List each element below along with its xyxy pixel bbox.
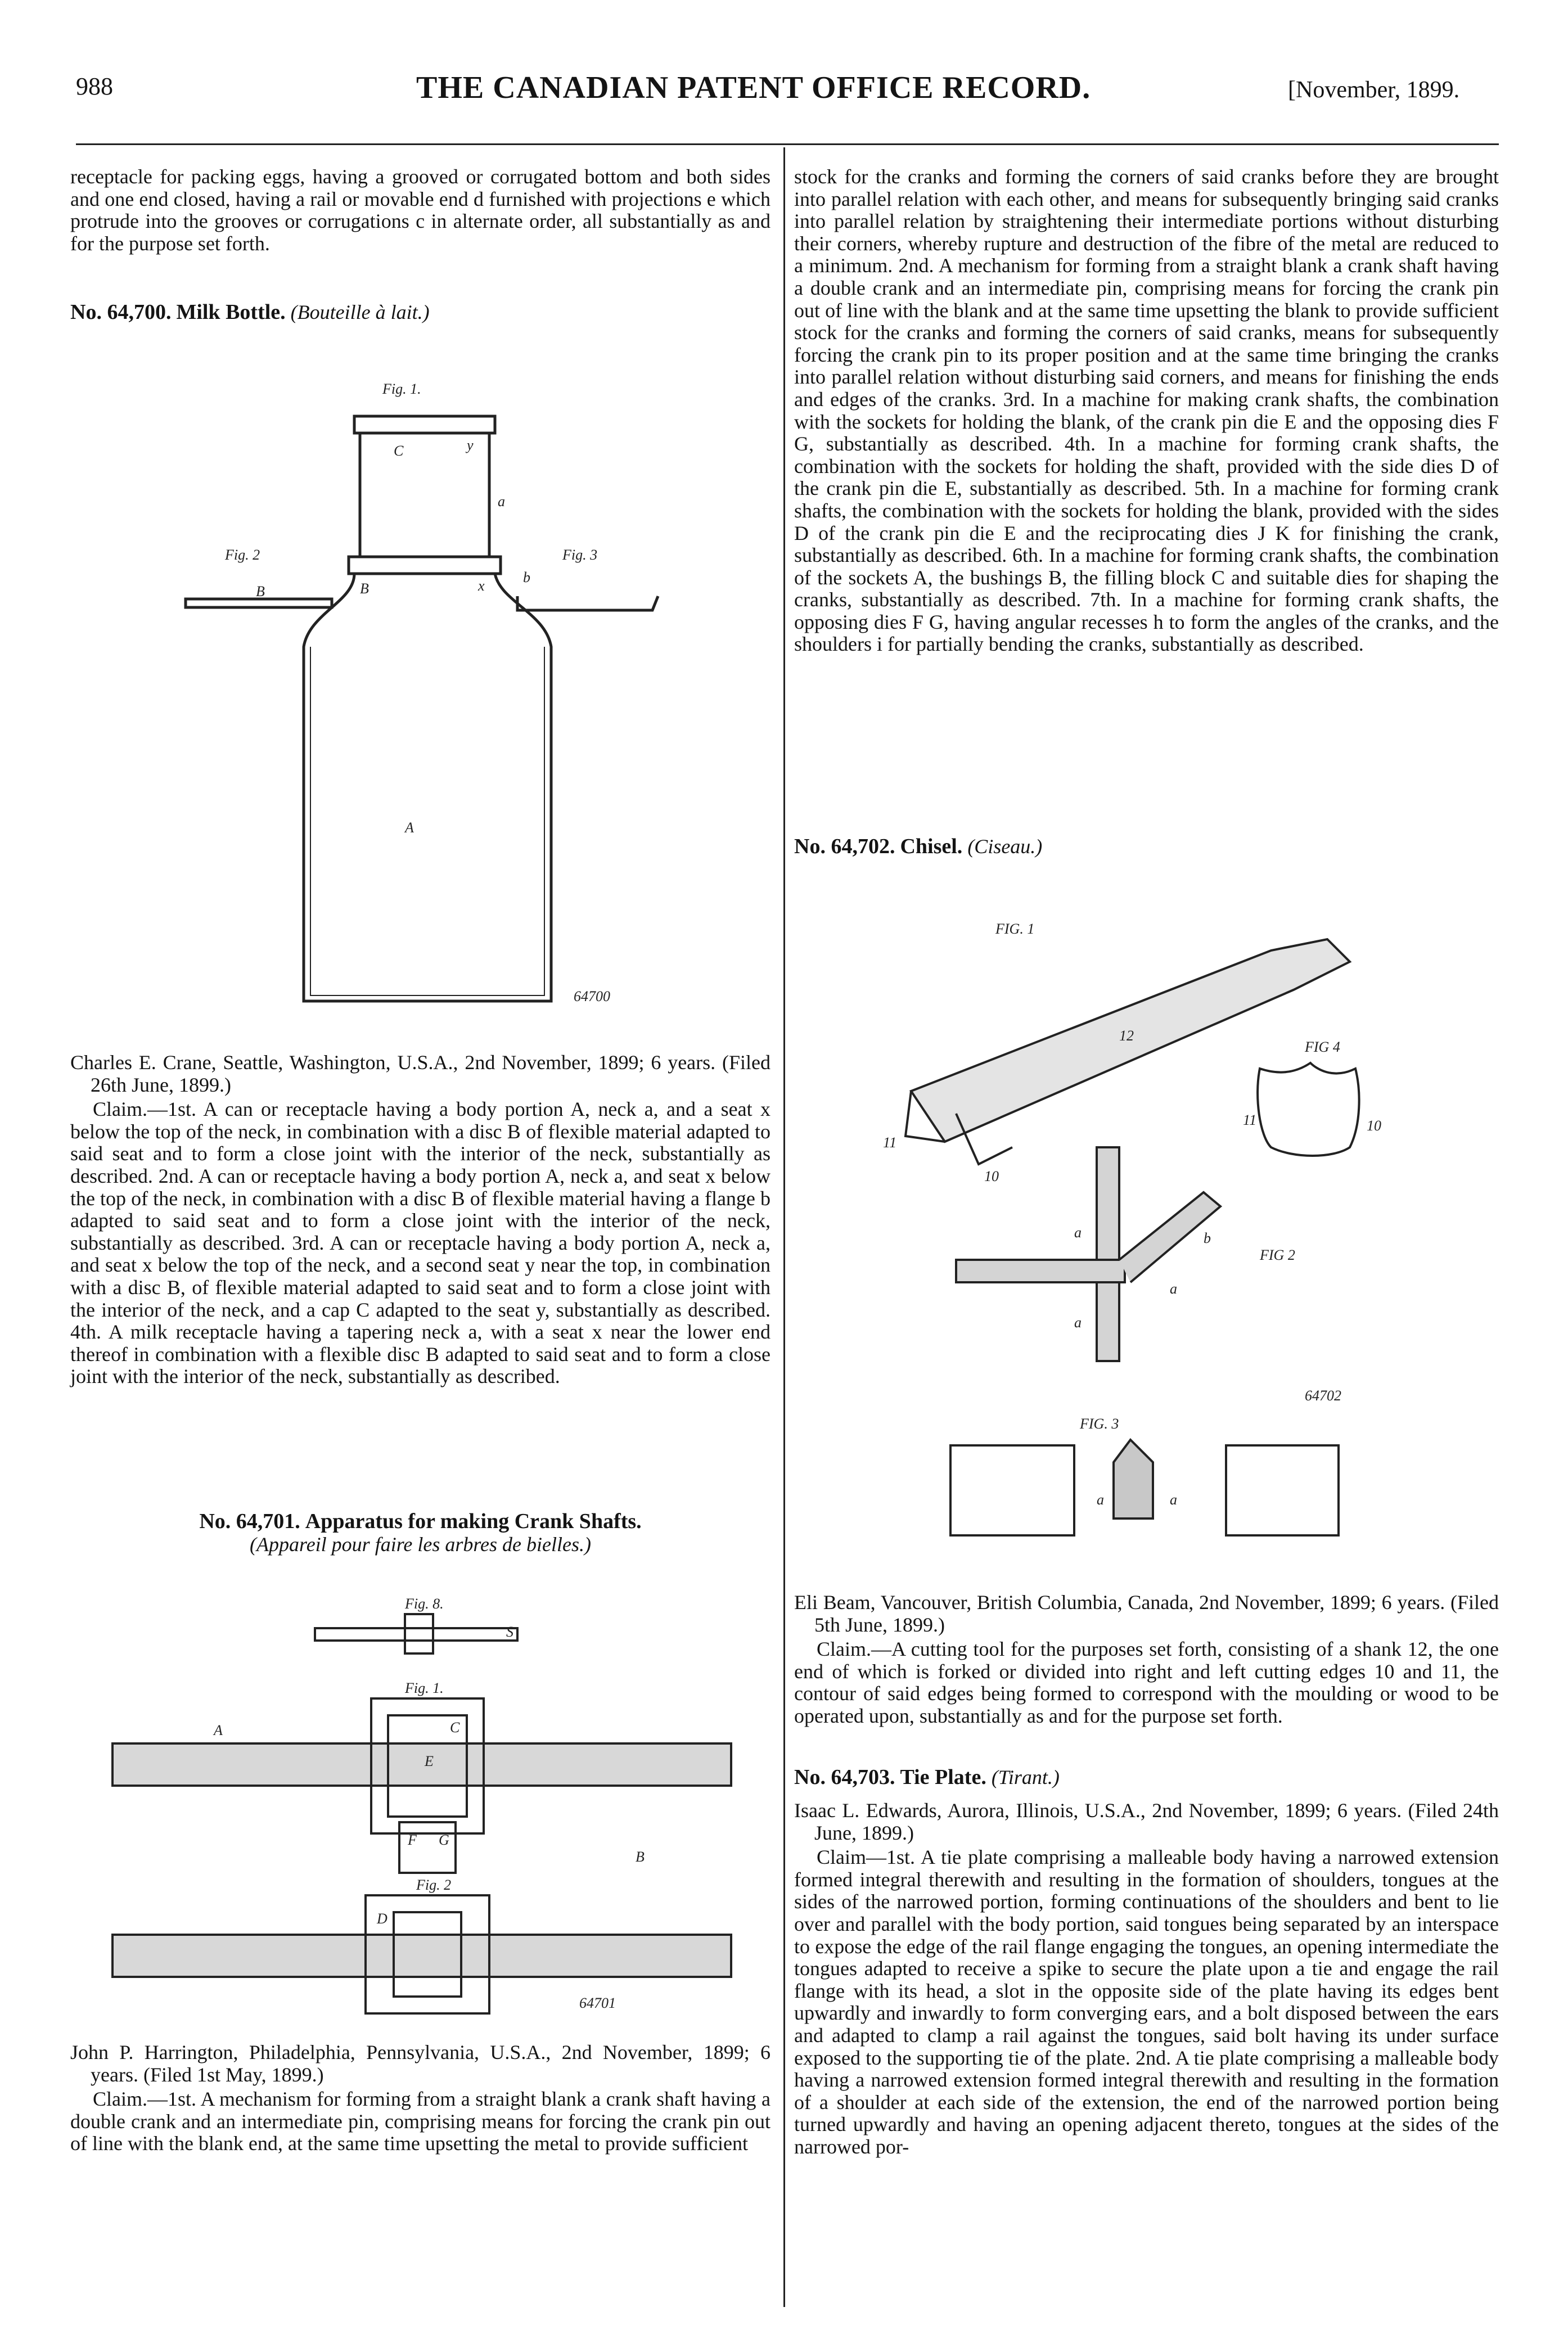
text-64702: [794, 1592, 1499, 1728]
fig-label-c: C: [394, 443, 404, 459]
heading-64702: [794, 835, 1499, 859]
heading-64701: [70, 1510, 771, 1556]
fig-label-11: 11: [883, 1134, 897, 1151]
fig-label-fig3: FIG. 3: [1080, 1416, 1119, 1432]
fig-label-fig3: Fig. 3: [562, 547, 598, 563]
fig-label-a3: a: [1074, 1314, 1082, 1331]
patent-number: No. 64,700.: [70, 300, 172, 324]
fig-label-x: x: [478, 578, 485, 594]
fig-number: 64701: [579, 1995, 616, 2011]
fig-label-fig1: Fig. 1.: [382, 381, 421, 397]
fig-label-11b: 11: [1243, 1112, 1257, 1128]
heading-64703: [794, 1766, 1499, 1790]
inventor-64701: John P. Harrington, Philadelphia, Pennsylvania, U.S.A., 2nd November, 1899; 6 years. (Filed 1st May, 1899.): [70, 2041, 771, 2086]
patent-french-title: (Tirant.): [991, 1766, 1060, 1788]
fig-label-a: a: [1074, 1224, 1082, 1241]
fig-label-a: A: [214, 1722, 223, 1738]
milk-bottle-figure: [169, 366, 675, 1029]
fig-label-y: y: [467, 437, 474, 453]
fig-label-10: 10: [984, 1168, 999, 1184]
claim-64700: Claim.—1st. A can or receptacle having a body portion A, neck a, and a seat x below the top of the neck, in combination with a disc B of flexible material adapted to said seat and to form a close joint with the interior of the neck, substantially as described. 2nd. A can or receptacle having a body portion A, neck a, and seat x below the top of the neck, in combination with a disc B of flexible material having a flange b adapted to said seat and to form a close joint with the interior of the neck, substantially as described. 3rd. A can or receptacle having a body portion A, neck a, and seat x below the top of the neck, and a second seat y near the top, in combination with a disc B, of flexible material adapted to said seat and to form a close joint with the interior of the neck, and a cap C adapted to the seat y, substantially as described. 4th. A milk receptacle having a tapering neck a, with a seat x near the lower end thereof in combination with a flexible disc B adapted to said seat and to form a close joint with the interior of the neck, substantially as described.: [70, 1098, 771, 1388]
chisel-figure: [866, 900, 1451, 1563]
crank-shaft-figure: [101, 1575, 748, 2025]
fig-label-d: D: [377, 1911, 388, 1927]
fig-label-fig8: Fig. 8.: [405, 1596, 444, 1612]
fig-label-a5: a: [1170, 1492, 1177, 1508]
intro-paragraph: receptacle for packing eggs, having a grooved or corrugated bottom and both sides and one end closed, having a rail or movable end d furnished with projections e which protrude into the grooves or corrugations c in alternate order, all substantially as and for the purpose set forth.: [70, 165, 771, 255]
patent-number: No. 64,701.: [199, 1510, 300, 1533]
left-intro: [70, 166, 771, 255]
page-title: THE CANADIAN PATENT OFFICE RECORD.: [416, 70, 1091, 105]
patent-french-title: (Bouteille à lait.): [290, 301, 430, 323]
patent-french-title: (Ciseau.): [967, 835, 1043, 858]
fig-number: 64700: [574, 988, 610, 1004]
inventor-64703: Isaac L. Edwards, Aurora, Illinois, U.S.A., 2nd November, 1899; 6 years. (Filed 24th June, 1899.): [794, 1799, 1499, 1844]
patent-number: No. 64,702.: [794, 835, 895, 858]
fig-label-s: S: [506, 1624, 513, 1640]
column-divider: [783, 147, 785, 2307]
fig-label-c: C: [450, 1719, 460, 1736]
fig-label-fig4: FIG 4: [1305, 1039, 1340, 1055]
fig-label-10b: 10: [1367, 1118, 1381, 1134]
fig-label-b: b: [1204, 1230, 1211, 1246]
heading-64700: [70, 301, 771, 325]
patent-title: Tie Plate.: [900, 1765, 986, 1789]
header-rule: [76, 143, 1499, 145]
fig-label-a2: a: [1170, 1281, 1177, 1297]
page-number: 988: [76, 73, 113, 100]
text-64701: [70, 2042, 771, 2155]
patent-title: Apparatus for making Crank Shafts.: [305, 1510, 642, 1533]
patent-number: No. 64,703.: [794, 1765, 895, 1789]
fig-label-e: E: [425, 1753, 434, 1769]
fig-label-a-body: A: [405, 819, 414, 836]
fig-label-fig1: FIG. 1: [995, 921, 1035, 937]
claim-64701: Claim.—1st. A mechanism for forming from a straight blank a crank shaft having a double crank and an intermediate pin, comprising means for forcing the crank pin out of line with the blank end, at the same time upsetting the metal to provide sufficient: [70, 2088, 771, 2155]
fig-label-fig2: Fig. 2: [416, 1877, 452, 1893]
fig-label-b: B: [636, 1849, 645, 1865]
fig-label-a4: a: [1097, 1492, 1104, 1508]
header-date: [November, 1899.: [1288, 77, 1460, 103]
fig-label-fig2: Fig. 2: [225, 547, 260, 563]
patent-title: Milk Bottle.: [176, 300, 286, 324]
fig-label-b: b: [523, 569, 530, 585]
fig-label-fig2: FIG 2: [1260, 1247, 1295, 1263]
fig-label-g: G: [439, 1832, 449, 1848]
fig-label-b2: B: [256, 583, 265, 600]
fig-label-fig1: Fig. 1.: [405, 1680, 444, 1696]
text-64700: [70, 1052, 771, 1388]
claim-64703: Claim—1st. A tie plate comprising a malleable body having a narrowed extension formed integral therewith and resulting in the formation of shoulders, tongues at the sides of the narrowed portion, forming continuations of the shoulders and bent to lie over and parallel with the body portion, said tongues being separated by an interspace to expose the edge of the rail flange engaging the tongues, an opening intermediate the tongues adapted to receive a spike to secure the plate upon a tie and engage the rail flange with its head, a slot in the opposite side of the plate having its edges bent upwardly and inwardly to form converging ears, and a bolt disposed between the ears and adapted to clamp a rail against the tongues, said bolt having its under surface exposed to the supporting tie of the plate. 2nd. A tie plate comprising a malleable body having a narrowed extension formed integral therewith and resulting in the formation of a shoulder at each side of the extension, the end of the narrowed portion being turned upwardly and having an opening adjacent thereto, tongues at the sides of the narrowed por-: [794, 1846, 1499, 2158]
fig-number: 64702: [1305, 1387, 1341, 1404]
patent-french-title: (Appareil pour faire les arbres de bielles.): [250, 1533, 591, 1556]
fig-label-12: 12: [1119, 1028, 1134, 1044]
patent-title: Chisel.: [900, 835, 963, 858]
text-64703: [794, 1800, 1499, 2159]
inventor-64700: Charles E. Crane, Seattle, Washington, U.S.A., 2nd November, 1899; 6 years. (Filed 26th June, 1899.): [70, 1051, 771, 1096]
fig-label-b3: B: [360, 580, 369, 597]
fig-label-f: F: [408, 1832, 417, 1848]
inventor-64702: Eli Beam, Vancouver, British Columbia, Canada, 2nd November, 1899; 6 years. (Filed 5th June, 1899.): [794, 1591, 1499, 1636]
claim-64701-continued: stock for the cranks and forming the corners of said cranks before they are brought into parallel relation with each other, and means for subsequently bringing said cranks into parallel relation by straightening their intermediate portions without disturbing their corners, whereby rupture and destruction of the fibre of the metal are reduced to a minimum. 2nd. A mechanism for forming from a straight blank a crank shaft having a double crank and an intermediate pin, comprising means for forcing the crank pin out of line with the blank and at the same time upsetting the blank to provide sufficient stock for the cranks and forming the corners of said cranks, means for subsequently forcing the crank pin to its proper position and at the same time bringing the cranks into parallel relation without disturbing said corners, and means for finishing the ends and edges of the cranks. 3rd. In a machine for making crank shafts, the combination with the sockets for holding the blank, of the crank pin die E and the opposing dies F G, substantially as described. 4th. In a machine for forming crank shafts, the combination with the sockets for holding the shaft, provided with the side dies D of the crank pin die E, substantially as described. 5th. In a machine for forming crank shafts, the combination with the sockets for holding the blank, provided with the sides D of the crank pin die E and the reciprocating dies J K for finishing the crank, substantially as described. 6th. In a machine for forming crank shafts, the combination of the sockets A, the bushings B, the filling block C and suitable dies for shaping the cranks, substantially as described. 7th. In a machine for forming crank shafts, the opposing dies F G, having angular recesses h to form the angles of the cranks, and the shoulders i for partially bending the cranks, substantially as described.: [794, 165, 1499, 656]
claim-64702: Claim.—A cutting tool for the purposes set forth, consisting of a shank 12, the one end of which is forked or divided into right and left cutting edges 10 and 11, the contour of said edges being formed to correspond with the moulding or wood to be operated upon, substantially as and for the purpose set forth.: [794, 1638, 1499, 1727]
right-continuation: [794, 166, 1499, 656]
fig-label-a: a: [498, 493, 505, 510]
